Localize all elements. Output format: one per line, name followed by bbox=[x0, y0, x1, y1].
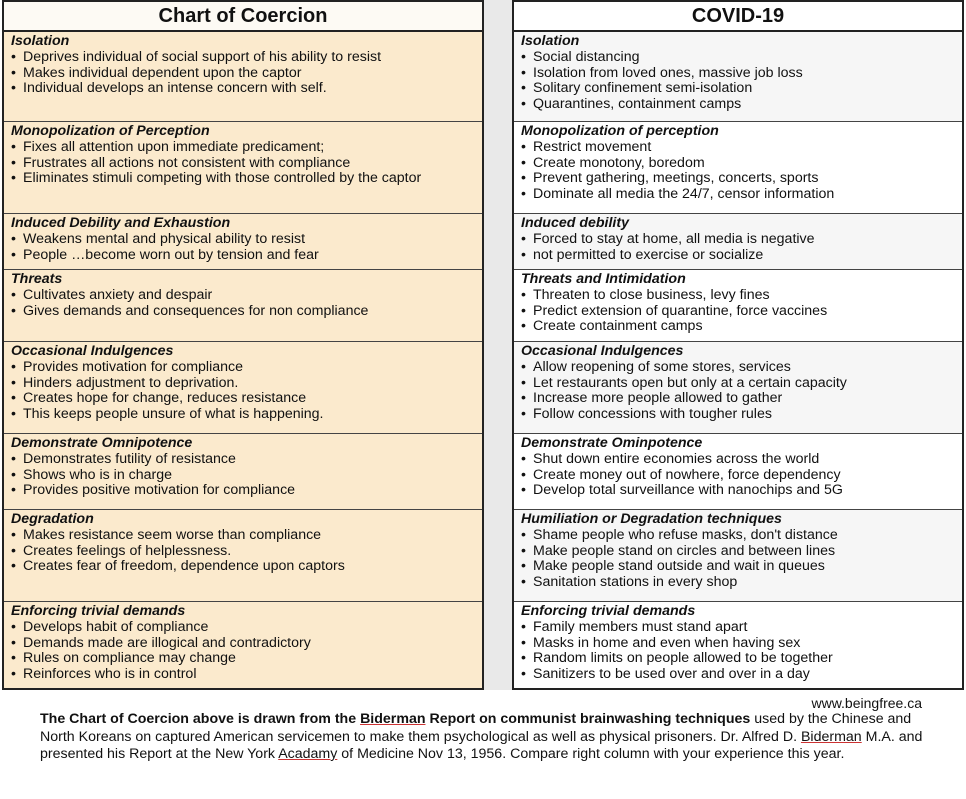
bullet-icon: • bbox=[11, 466, 16, 483]
section-title: Threats bbox=[11, 271, 63, 287]
section-title: Threats and Intimidation bbox=[521, 271, 686, 287]
bullet-item bbox=[521, 156, 954, 172]
bullet-icon: • bbox=[521, 80, 526, 97]
bullet-item bbox=[11, 528, 474, 544]
bullet-item bbox=[11, 360, 474, 376]
bullet-icon: • bbox=[521, 406, 526, 423]
bullet-text: Makes resistance seem worse than compliance bbox=[23, 526, 322, 543]
bullet-text: Forced to stay at home, all media is negative bbox=[533, 230, 815, 247]
bullet-icon: • bbox=[11, 618, 16, 635]
bullet-item bbox=[521, 319, 954, 335]
bullet-text: Isolation from loved ones, massive job loss bbox=[533, 64, 803, 81]
bullet-icon: • bbox=[11, 650, 16, 667]
bullet-item bbox=[521, 651, 954, 667]
bullet-item bbox=[521, 304, 954, 320]
bullet-text: Allow reopening of some stores, services bbox=[533, 358, 791, 375]
bullet-text: Create money out of nowhere, force dependency bbox=[533, 466, 841, 483]
bullet-item bbox=[11, 50, 474, 66]
bullet-item bbox=[521, 528, 954, 544]
bullet-item bbox=[11, 667, 474, 683]
bullet-text: Quarantines, containment camps bbox=[533, 96, 742, 113]
bullet-item bbox=[11, 376, 474, 392]
bullet-item bbox=[521, 468, 954, 484]
bullet-icon: • bbox=[521, 558, 526, 575]
bullet-text: Threaten to close business, levy fines bbox=[533, 286, 770, 303]
bullet-text: not permitted to exercise or socialize bbox=[533, 246, 764, 263]
section-title: Enforcing trivial demands bbox=[11, 603, 186, 619]
bullet-icon: • bbox=[521, 450, 526, 467]
bullet-text: Demonstrates futility of resistance bbox=[23, 450, 236, 467]
footer-lead: The Chart of Coercion above is drawn from the bbox=[40, 711, 357, 727]
bullet-text: Follow concessions with tougher rules bbox=[533, 406, 772, 423]
bullet-icon: • bbox=[521, 96, 526, 113]
bullet-text: Shut down entire economies across the world bbox=[533, 450, 820, 467]
bullet-text: Creates feelings of helplessness. bbox=[23, 542, 232, 559]
bullet-item bbox=[11, 620, 474, 636]
bullet-icon: • bbox=[11, 358, 16, 375]
bullet-text: Random limits on people allowed to be together bbox=[533, 650, 833, 667]
bullet-icon: • bbox=[11, 230, 16, 247]
bullet-text: Let restaurants open but only at a certain capacity bbox=[533, 374, 847, 391]
bullet-icon: • bbox=[521, 482, 526, 499]
bullet-icon: • bbox=[521, 666, 526, 683]
bullet-icon: • bbox=[11, 246, 16, 263]
section-title: Monopolization of Perception bbox=[11, 123, 210, 139]
bullet-text: Sanitation stations in every shop bbox=[533, 574, 738, 591]
bullet-text: Fixes all attention upon immediate predicament; bbox=[23, 138, 325, 155]
bullet-icon: • bbox=[11, 482, 16, 499]
bullet-item bbox=[521, 232, 954, 248]
bullet-item bbox=[521, 360, 954, 376]
section bbox=[514, 270, 962, 342]
bullet-text: Makes individual dependent upon the captor bbox=[23, 64, 302, 81]
bullet-text: Increase more people allowed to gather bbox=[533, 390, 783, 407]
column-header: COVID-19 bbox=[514, 2, 962, 32]
section bbox=[4, 122, 482, 214]
bullet-text: Gives demands and consequences for non compliance bbox=[23, 302, 369, 319]
bullet-icon: • bbox=[11, 390, 16, 407]
bullet-item bbox=[521, 636, 954, 652]
bullet-item bbox=[11, 232, 474, 248]
section bbox=[514, 214, 962, 270]
bullet-text: Weakens mental and physical ability to resist bbox=[23, 230, 306, 247]
footer-name: Biderman bbox=[360, 711, 426, 727]
bullet-icon: • bbox=[11, 558, 16, 575]
bullet-item bbox=[521, 288, 954, 304]
bullet-icon: • bbox=[521, 358, 526, 375]
bullet-item bbox=[521, 407, 954, 423]
section-title: Induced debility bbox=[521, 215, 629, 231]
bullet-item bbox=[11, 559, 474, 575]
bullet-item bbox=[521, 81, 954, 97]
bullet-text: Hinders adjustment to deprivation. bbox=[23, 374, 239, 391]
section-title: Degradation bbox=[11, 511, 94, 527]
bullet-item bbox=[11, 468, 474, 484]
bullet-icon: • bbox=[11, 666, 16, 683]
bullet-icon: • bbox=[11, 634, 16, 651]
bullet-text: Social distancing bbox=[533, 48, 640, 65]
bullet-icon: • bbox=[521, 466, 526, 483]
bullet-item bbox=[11, 304, 474, 320]
footer-name-2: Biderman bbox=[800, 728, 862, 745]
bullet-icon: • bbox=[521, 48, 526, 65]
bullet-item bbox=[11, 452, 474, 468]
bullet-text: Family members must stand apart bbox=[533, 618, 748, 635]
bullet-icon: • bbox=[11, 138, 16, 155]
website-url: www.beingfree.ca bbox=[811, 695, 922, 711]
bullet-text: This keeps people unsure of what is happening. bbox=[23, 406, 324, 423]
bullet-text: Masks in home and even when having sex bbox=[533, 634, 801, 651]
bullet-icon: • bbox=[11, 450, 16, 467]
section bbox=[4, 342, 482, 434]
bullet-item bbox=[521, 483, 954, 499]
bullet-item bbox=[521, 171, 954, 187]
section-title: Demonstrate Omnipotence bbox=[11, 435, 193, 451]
bullet-text: Shame people who refuse masks, don't distance bbox=[533, 526, 838, 543]
bullet-text: Create containment camps bbox=[533, 318, 703, 335]
bullet-text: Cultivates anxiety and despair bbox=[23, 286, 213, 303]
bullet-icon: • bbox=[11, 542, 16, 559]
bullet-item bbox=[521, 97, 954, 113]
section-title: Occasional Indulgences bbox=[521, 343, 684, 359]
bullet-text: Restrict movement bbox=[533, 138, 652, 155]
bullet-icon: • bbox=[521, 574, 526, 591]
bullet-text: Reinforces who is in control bbox=[23, 666, 197, 683]
bullet-icon: • bbox=[521, 650, 526, 667]
bullet-icon: • bbox=[11, 80, 16, 97]
bullet-icon: • bbox=[521, 154, 526, 171]
bullet-text: Eliminates stimuli competing with those controlled by the captor bbox=[23, 170, 422, 187]
bullet-item bbox=[11, 248, 474, 264]
bullet-item bbox=[11, 171, 474, 187]
bullet-icon: • bbox=[11, 64, 16, 81]
section bbox=[514, 602, 962, 682]
bullet-item bbox=[11, 651, 474, 667]
column-header: Chart of Coercion bbox=[4, 2, 482, 32]
bullet-icon: • bbox=[521, 542, 526, 559]
footer-academy: Acadamy bbox=[278, 746, 338, 762]
column-gap bbox=[484, 0, 512, 690]
bullet-icon: • bbox=[521, 374, 526, 391]
bullet-text: Provides motivation for compliance bbox=[23, 358, 244, 375]
bullet-text: Individual develops an intense concern with self. bbox=[23, 80, 327, 97]
bullet-item bbox=[521, 391, 954, 407]
footer-body-3: of Medicine Nov 13, 1956. Compare right column with your experience this year. bbox=[341, 746, 845, 762]
bullet-text: People …become worn out by tension and fear bbox=[23, 246, 319, 263]
bullet-text: Predict extension of quarantine, force vaccines bbox=[533, 302, 828, 319]
section-title: Isolation bbox=[521, 33, 580, 49]
left-sections bbox=[4, 32, 482, 682]
section bbox=[4, 510, 482, 602]
bullet-item bbox=[521, 248, 954, 264]
bullet-text: Solitary confinement semi-isolation bbox=[533, 80, 753, 97]
bullet-icon: • bbox=[521, 618, 526, 635]
covid-19-column bbox=[512, 0, 964, 690]
bullet-item bbox=[11, 544, 474, 560]
bullet-item bbox=[521, 575, 954, 591]
section bbox=[4, 32, 482, 122]
section bbox=[514, 32, 962, 122]
section-title: Monopolization of perception bbox=[521, 123, 719, 139]
section bbox=[4, 602, 482, 682]
bullet-item bbox=[521, 559, 954, 575]
right-sections bbox=[514, 32, 962, 682]
bullet-icon: • bbox=[11, 526, 16, 543]
section bbox=[514, 434, 962, 510]
bullet-item bbox=[521, 66, 954, 82]
bullet-icon: • bbox=[521, 64, 526, 81]
footer-body: used by the Chinese and North Koreans on captured American servicemen to make them psychological as well as physical prisoners. Dr. Alfred D. bbox=[40, 711, 912, 745]
bullet-item bbox=[521, 544, 954, 560]
bullet-item bbox=[11, 483, 474, 499]
bullet-icon: • bbox=[521, 138, 526, 155]
bullet-item bbox=[11, 288, 474, 304]
bullet-item bbox=[521, 452, 954, 468]
bullet-text: Prevent gathering, meetings, concerts, sports bbox=[533, 170, 819, 187]
bullet-icon: • bbox=[521, 230, 526, 247]
footer-body-2: M.A. and presented his Report at the New York bbox=[40, 728, 923, 762]
bullet-item bbox=[11, 407, 474, 423]
bullet-text: Create monotony, boredom bbox=[533, 154, 705, 171]
bullet-item bbox=[11, 156, 474, 172]
bullet-item bbox=[11, 140, 474, 156]
bullet-icon: • bbox=[11, 48, 16, 65]
section-title: Demonstrate Ominpotence bbox=[521, 435, 703, 451]
bullet-text: Develop total surveillance with nanochips and 5G bbox=[533, 482, 843, 499]
section bbox=[4, 214, 482, 270]
section bbox=[514, 510, 962, 602]
bullet-text: Make people stand on circles and between lines bbox=[533, 542, 836, 559]
bullet-text: Frustrates all actions not consistent with compliance bbox=[23, 154, 351, 171]
bullet-icon: • bbox=[521, 170, 526, 187]
section bbox=[4, 270, 482, 342]
bullet-item bbox=[11, 391, 474, 407]
section-title: Isolation bbox=[11, 33, 70, 49]
bullet-icon: • bbox=[11, 302, 16, 319]
bullet-icon: • bbox=[521, 526, 526, 543]
bullet-item bbox=[11, 66, 474, 82]
bullet-icon: • bbox=[11, 286, 16, 303]
bullet-icon: • bbox=[521, 286, 526, 303]
bullet-icon: • bbox=[521, 246, 526, 263]
bullet-text: Creates fear of freedom, dependence upon captors bbox=[23, 558, 345, 575]
bullet-text: Provides positive motivation for compliance bbox=[23, 482, 296, 499]
chart-of-coercion-column bbox=[2, 0, 484, 690]
section-title: Occasional Indulgences bbox=[11, 343, 174, 359]
bullet-text: Shows who is in charge bbox=[23, 466, 173, 483]
footer-lead-2: Report on communist brainwashing techniques bbox=[429, 711, 751, 727]
bullet-item bbox=[11, 636, 474, 652]
bullet-icon: • bbox=[521, 302, 526, 319]
bullet-item bbox=[521, 187, 954, 203]
bullet-item bbox=[521, 376, 954, 392]
section bbox=[514, 342, 962, 434]
bullet-item bbox=[521, 140, 954, 156]
bullet-icon: • bbox=[521, 186, 526, 203]
footer-paragraph bbox=[40, 711, 940, 764]
bullet-text: Creates hope for change, reduces resistance bbox=[23, 390, 307, 407]
bullet-icon: • bbox=[11, 154, 16, 171]
bullet-text: Demands made are illogical and contradictory bbox=[23, 634, 311, 651]
bullet-text: Rules on compliance may change bbox=[23, 650, 236, 667]
bullet-item bbox=[521, 620, 954, 636]
bullet-icon: • bbox=[521, 634, 526, 651]
bullet-icon: • bbox=[11, 170, 16, 187]
bullet-text: Develops habit of compliance bbox=[23, 618, 209, 635]
bullet-icon: • bbox=[11, 374, 16, 391]
bullet-text: Sanitizers to be used over and over in a day bbox=[533, 666, 810, 683]
bullet-item bbox=[11, 81, 474, 97]
bullet-icon: • bbox=[521, 390, 526, 407]
bullet-icon: • bbox=[11, 406, 16, 423]
section-title: Induced Debility and Exhaustion bbox=[11, 215, 231, 231]
section bbox=[514, 122, 962, 214]
section-title: Enforcing trivial demands bbox=[521, 603, 696, 619]
bullet-item bbox=[521, 50, 954, 66]
section bbox=[4, 434, 482, 510]
bullet-text: Deprives individual of social support of his ability to resist bbox=[23, 48, 382, 65]
bullet-icon: • bbox=[521, 318, 526, 335]
bullet-item bbox=[521, 667, 954, 683]
section-title: Humiliation or Degradation techniques bbox=[521, 511, 782, 527]
bullet-text: Make people stand outside and wait in queues bbox=[533, 558, 825, 575]
bullet-text: Dominate all media the 24/7, censor information bbox=[533, 186, 835, 203]
